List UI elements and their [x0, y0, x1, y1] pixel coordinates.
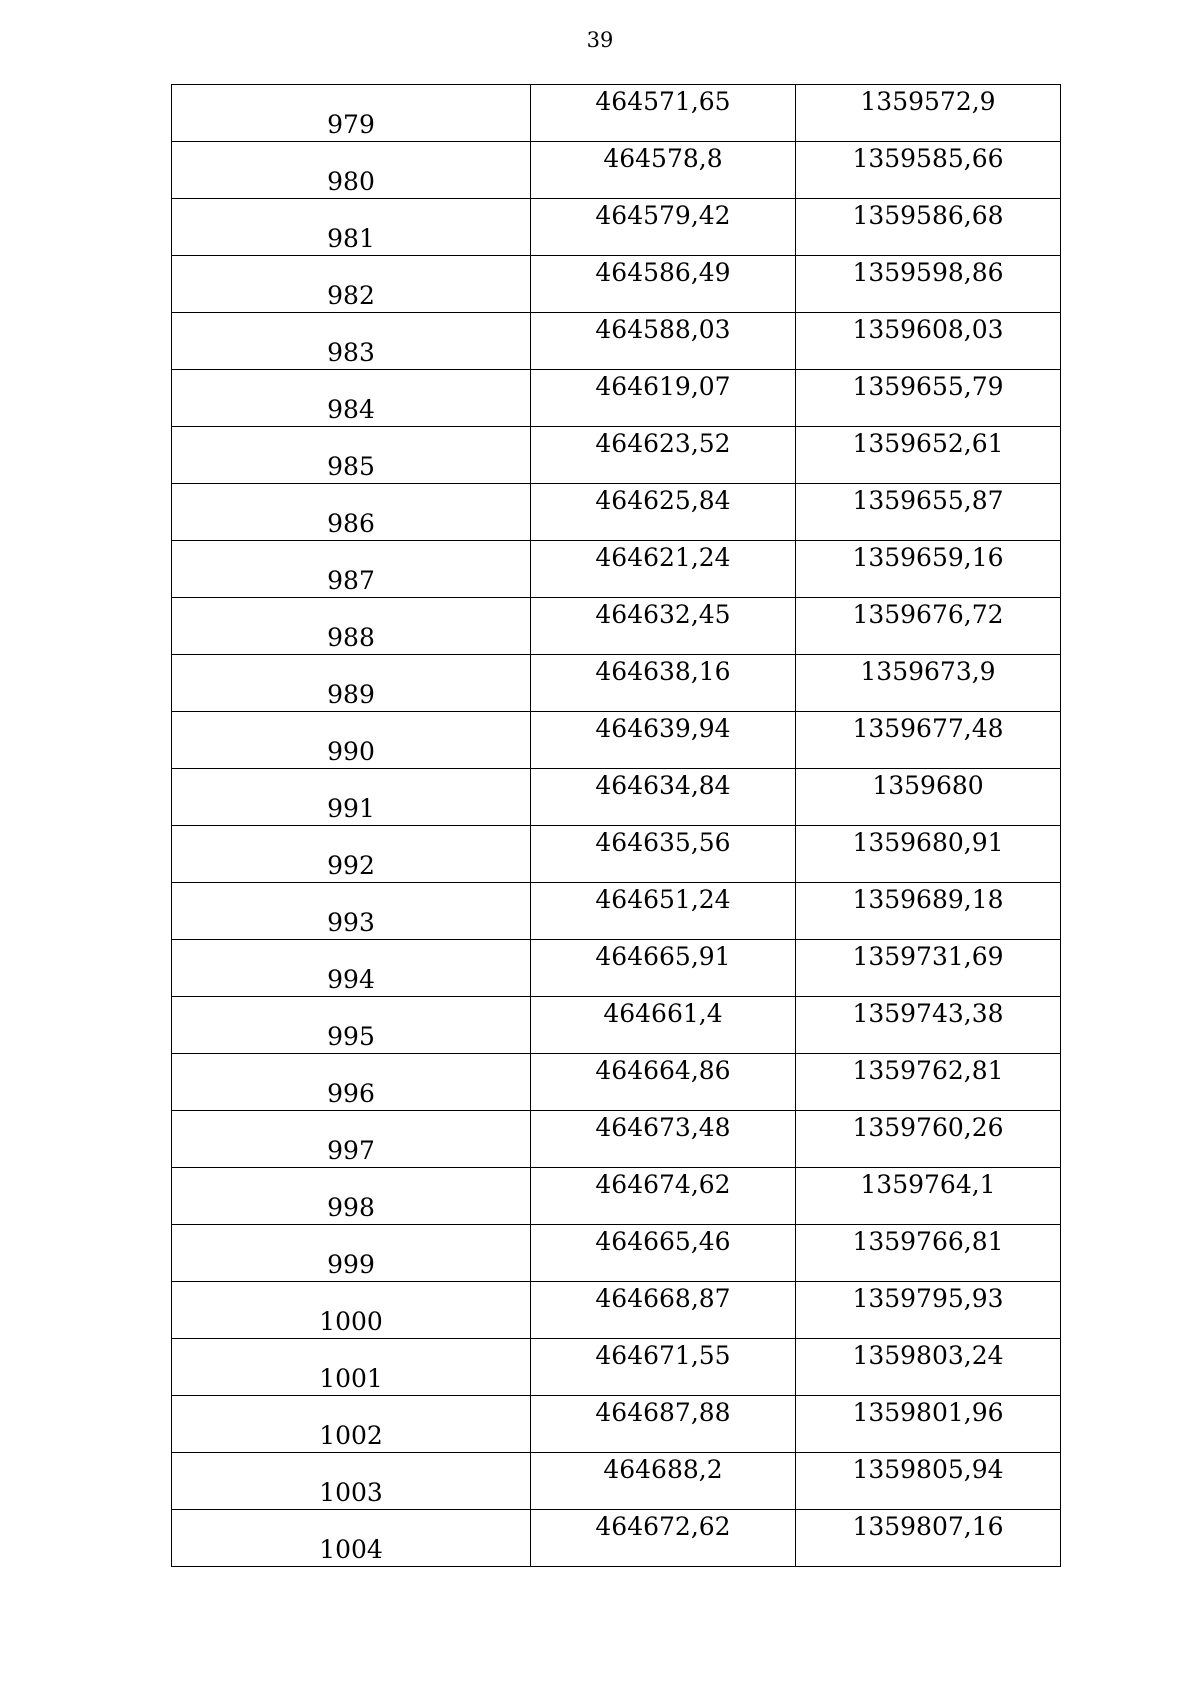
point-number-cell: 994: [172, 940, 531, 997]
y-coordinate-cell: 1359689,18: [796, 883, 1061, 940]
point-number-cell: 999: [172, 1225, 531, 1282]
table-row: [172, 1510, 1061, 1567]
y-coordinate-cell: 1359680: [796, 769, 1061, 826]
point-number-cell: 987: [172, 541, 531, 598]
table-row: [172, 997, 1061, 1054]
y-coordinate-cell: 1359795,93: [796, 1282, 1061, 1339]
y-coordinate-cell: 1359655,79: [796, 370, 1061, 427]
x-coordinate-cell: 464665,91: [531, 940, 796, 997]
y-coordinate-cell: 1359764,1: [796, 1168, 1061, 1225]
y-coordinate-cell: 1359762,81: [796, 1054, 1061, 1111]
x-coordinate-cell: 464651,24: [531, 883, 796, 940]
y-coordinate-cell: 1359659,16: [796, 541, 1061, 598]
x-coordinate-cell: 464665,46: [531, 1225, 796, 1282]
x-coordinate-cell: 464635,56: [531, 826, 796, 883]
point-number-cell: 996: [172, 1054, 531, 1111]
table-row: [172, 940, 1061, 997]
y-coordinate-cell: 1359743,38: [796, 997, 1061, 1054]
x-coordinate-cell: 464623,52: [531, 427, 796, 484]
y-coordinate-cell: 1359677,48: [796, 712, 1061, 769]
point-number-cell: 979: [172, 85, 531, 142]
table-row: [172, 655, 1061, 712]
table-row: [172, 85, 1061, 142]
x-coordinate-cell: 464674,62: [531, 1168, 796, 1225]
y-coordinate-cell: 1359680,91: [796, 826, 1061, 883]
table-row: [172, 769, 1061, 826]
x-coordinate-cell: 464619,07: [531, 370, 796, 427]
x-coordinate-cell: 464688,2: [531, 1453, 796, 1510]
table-row: [172, 1111, 1061, 1168]
x-coordinate-cell: 464639,94: [531, 712, 796, 769]
point-number-cell: 1004: [172, 1510, 531, 1567]
point-number-cell: 992: [172, 826, 531, 883]
point-number-cell: 989: [172, 655, 531, 712]
table-row: [172, 826, 1061, 883]
x-coordinate-cell: 464673,48: [531, 1111, 796, 1168]
point-number-cell: 991: [172, 769, 531, 826]
y-coordinate-cell: 1359803,24: [796, 1339, 1061, 1396]
x-coordinate-cell: 464625,84: [531, 484, 796, 541]
table-row: [172, 1282, 1061, 1339]
point-number-cell: 1001: [172, 1339, 531, 1396]
table-row: [172, 1396, 1061, 1453]
y-coordinate-cell: 1359655,87: [796, 484, 1061, 541]
point-number-cell: 982: [172, 256, 531, 313]
point-number-cell: 1000: [172, 1282, 531, 1339]
point-number-cell: 988: [172, 598, 531, 655]
y-coordinate-cell: 1359652,61: [796, 427, 1061, 484]
page-number: 39: [586, 28, 614, 52]
x-coordinate-cell: 464621,24: [531, 541, 796, 598]
x-coordinate-cell: 464664,86: [531, 1054, 796, 1111]
y-coordinate-cell: 1359731,69: [796, 940, 1061, 997]
point-number-cell: 997: [172, 1111, 531, 1168]
point-number-cell: 984: [172, 370, 531, 427]
coordinates-table-body: [172, 85, 1061, 1567]
table-row: [172, 427, 1061, 484]
x-coordinate-cell: 464661,4: [531, 997, 796, 1054]
point-number-cell: 985: [172, 427, 531, 484]
point-number-cell: 986: [172, 484, 531, 541]
x-coordinate-cell: 464588,03: [531, 313, 796, 370]
x-coordinate-cell: 464672,62: [531, 1510, 796, 1567]
x-coordinate-cell: 464634,84: [531, 769, 796, 826]
y-coordinate-cell: 1359676,72: [796, 598, 1061, 655]
point-number-cell: 990: [172, 712, 531, 769]
x-coordinate-cell: 464668,87: [531, 1282, 796, 1339]
point-number-cell: 981: [172, 199, 531, 256]
point-number-cell: 993: [172, 883, 531, 940]
x-coordinate-cell: 464687,88: [531, 1396, 796, 1453]
point-number-cell: 1002: [172, 1396, 531, 1453]
point-number-cell: 995: [172, 997, 531, 1054]
x-coordinate-cell: 464638,16: [531, 655, 796, 712]
point-number-cell: 980: [172, 142, 531, 199]
x-coordinate-cell: 464579,42: [531, 199, 796, 256]
y-coordinate-cell: 1359760,26: [796, 1111, 1061, 1168]
table-row: [172, 1339, 1061, 1396]
x-coordinate-cell: 464578,8: [531, 142, 796, 199]
y-coordinate-cell: 1359805,94: [796, 1453, 1061, 1510]
y-coordinate-cell: 1359586,68: [796, 199, 1061, 256]
y-coordinate-cell: 1359766,81: [796, 1225, 1061, 1282]
x-coordinate-cell: 464632,45: [531, 598, 796, 655]
coordinates-table: [171, 84, 1061, 1567]
point-number-cell: 998: [172, 1168, 531, 1225]
table-row: [172, 256, 1061, 313]
table-row: [172, 1453, 1061, 1510]
table-row: [172, 598, 1061, 655]
y-coordinate-cell: 1359585,66: [796, 142, 1061, 199]
table-row: [172, 484, 1061, 541]
y-coordinate-cell: 1359807,16: [796, 1510, 1061, 1567]
y-coordinate-cell: 1359598,86: [796, 256, 1061, 313]
y-coordinate-cell: 1359801,96: [796, 1396, 1061, 1453]
y-coordinate-cell: 1359572,9: [796, 85, 1061, 142]
table-row: [172, 712, 1061, 769]
table-row: [172, 1225, 1061, 1282]
point-number-cell: 983: [172, 313, 531, 370]
point-number-cell: 1003: [172, 1453, 531, 1510]
y-coordinate-cell: 1359608,03: [796, 313, 1061, 370]
x-coordinate-cell: 464571,65: [531, 85, 796, 142]
table-row: [172, 313, 1061, 370]
y-coordinate-cell: 1359673,9: [796, 655, 1061, 712]
table-row: [172, 1168, 1061, 1225]
table-row: [172, 370, 1061, 427]
table-row: [172, 883, 1061, 940]
table-row: [172, 199, 1061, 256]
table-row: [172, 142, 1061, 199]
table-row: [172, 541, 1061, 598]
x-coordinate-cell: 464671,55: [531, 1339, 796, 1396]
x-coordinate-cell: 464586,49: [531, 256, 796, 313]
table-row: [172, 1054, 1061, 1111]
